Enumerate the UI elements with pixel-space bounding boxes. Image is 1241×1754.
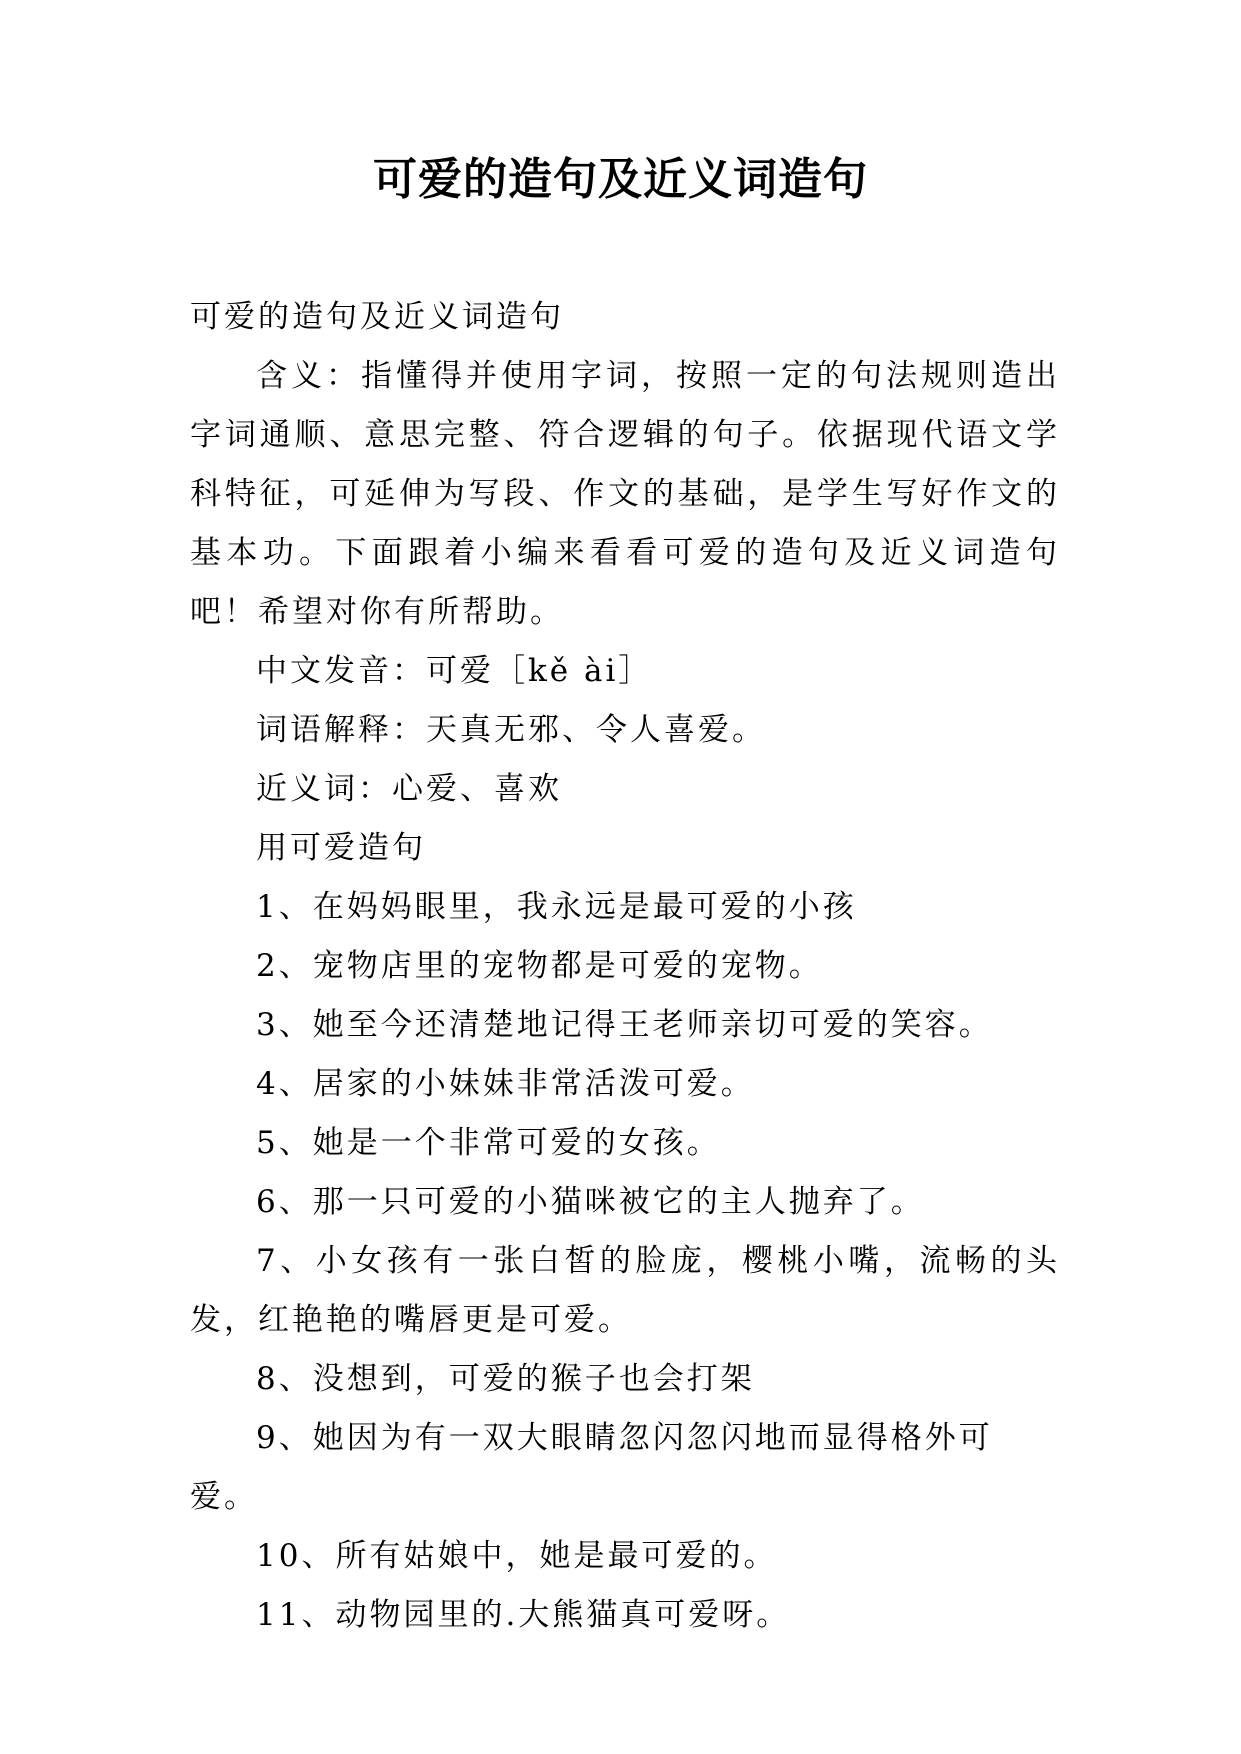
example-sentence: 3、她至今还清楚地记得王老师亲切可爱的笑容。 bbox=[256, 1007, 993, 1043]
example-sentence: 9、她因为有一双大眼睛忽闪忽闪地而显得格外可爱。 bbox=[190, 1420, 993, 1515]
definition-paragraph: 含义：指懂得并使用字词，按照一定的句法规则造出字词通顺、意思完整、符合逻辑的句子。依据现代语文学科特征，可延伸为写段、作文的基础，是学生写好作文的基本功。下面跟着小编来看看可爱的造句及近义词造句吧！希望对你有所帮助。 bbox=[190, 358, 1060, 630]
example-sentence: 4、居家的小妹妹非常活泼可爱。 bbox=[256, 1066, 755, 1102]
example-sentence: 1、在妈妈眼里，我永远是最可爱的小孩 bbox=[256, 889, 857, 925]
pronunciation-line: 中文发音：可爱［kě ài］ bbox=[256, 653, 653, 689]
section-heading: 用可爱造句 bbox=[256, 830, 426, 866]
example-sentence: 8、没想到，可爱的猴子也会打架 bbox=[256, 1361, 755, 1397]
synonyms-line: 近义词：心爱、喜欢 bbox=[256, 771, 562, 807]
example-sentence: 7、小女孩有一张白皙的脸庞，樱桃小嘴，流畅的头发，红艳艳的嘴唇更是可爱。 bbox=[190, 1243, 1060, 1338]
document-title: 可爱的造句及近义词造句 bbox=[373, 154, 868, 205]
example-sentence: 10、所有姑娘中，她是最可爱的。 bbox=[256, 1538, 778, 1574]
example-sentence: 11、动物园里的.大熊猫真可爱呀。 bbox=[256, 1597, 791, 1633]
example-sentence: 5、她是一个非常可爱的女孩。 bbox=[256, 1125, 721, 1161]
explanation-line: 词语解释：天真无邪、令人喜爱。 bbox=[256, 712, 766, 748]
body-heading: 可爱的造句及近义词造句 bbox=[190, 299, 564, 335]
document-body bbox=[190, 288, 1060, 1645]
example-sentence: 2、宠物店里的宠物都是可爱的宠物。 bbox=[256, 948, 823, 984]
example-sentence: 6、那一只可爱的小猫咪被它的主人抛弃了。 bbox=[256, 1184, 925, 1220]
